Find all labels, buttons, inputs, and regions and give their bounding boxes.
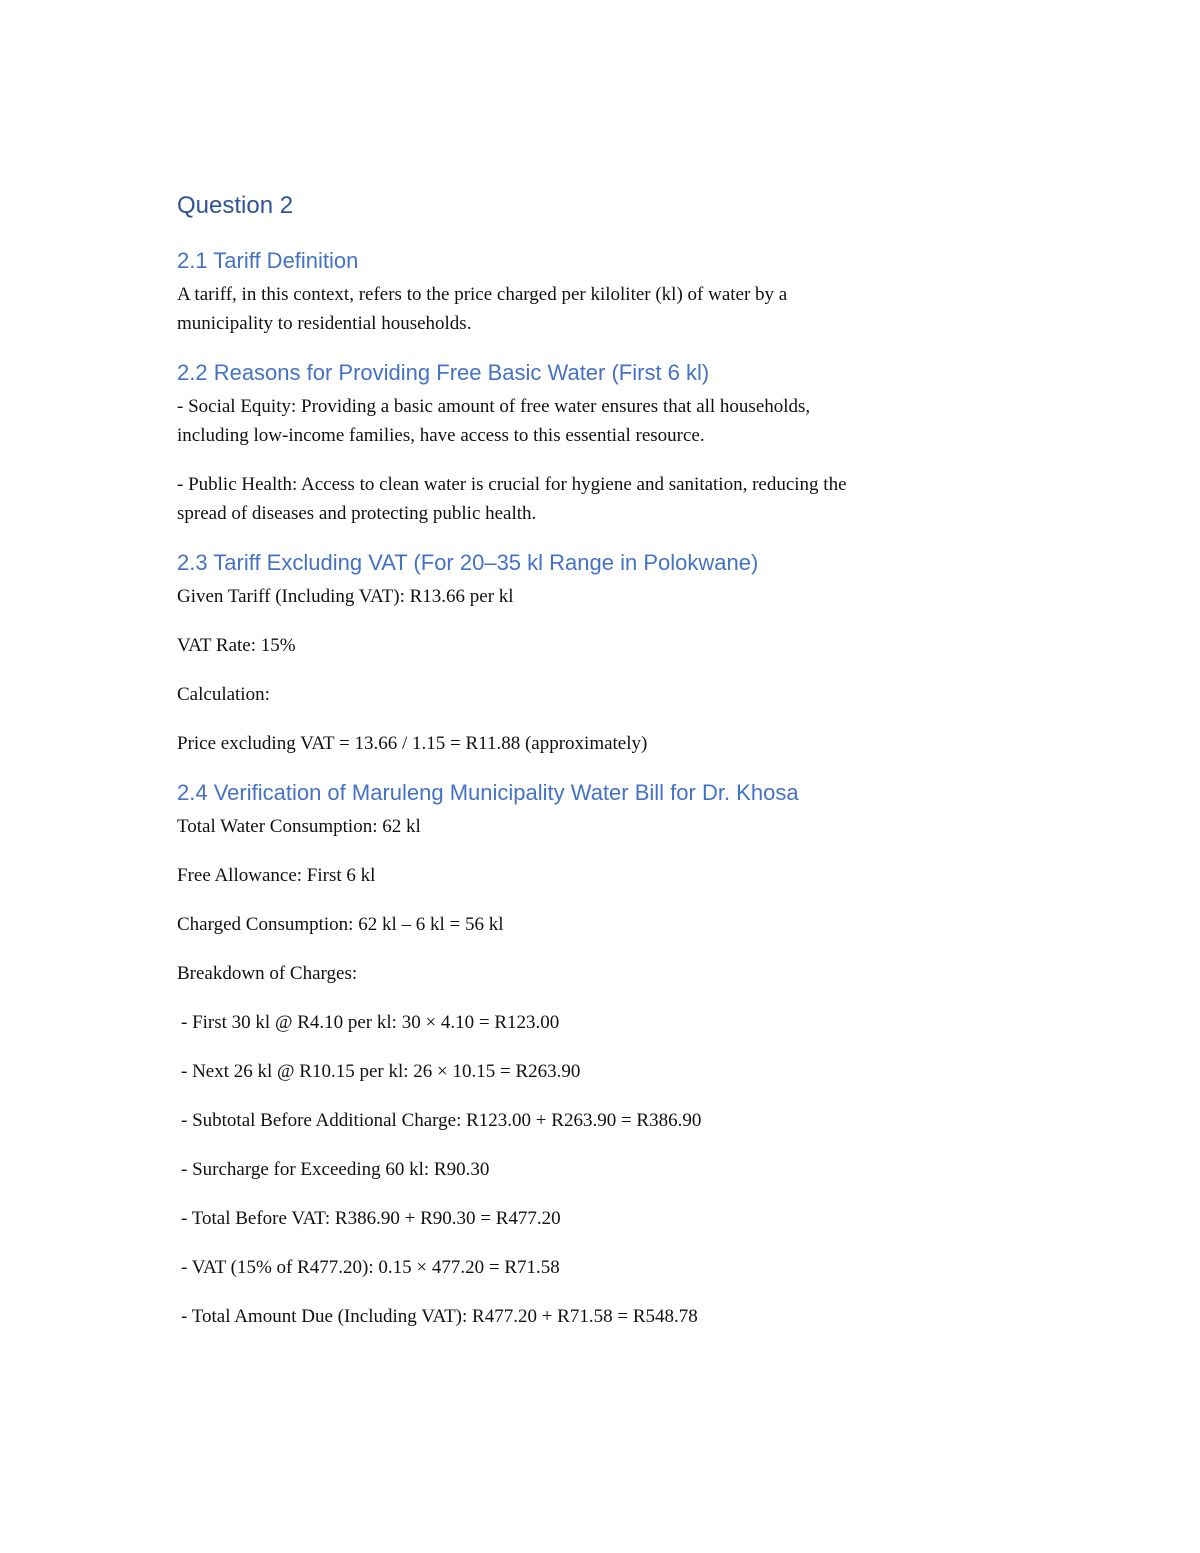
section-heading: 2.4 Verification of Maruleng Municipality Water Bill for Dr. Khosa <box>177 780 799 805</box>
calculation-label: Calculation: <box>177 684 270 705</box>
charged-consumption: Charged Consumption: 62 kl – 6 kl = 56 kl <box>177 914 504 935</box>
vat-rate: VAT Rate: 15% <box>177 635 296 656</box>
section-2-2 <box>177 358 1017 528</box>
paragraph-line: spread of diseases and protecting public health. <box>177 503 537 524</box>
breakdown-label: Breakdown of Charges: <box>177 963 358 984</box>
paragraph-line: including low-income families, have access to this essential resource. <box>177 425 705 446</box>
document-body <box>177 190 1017 1351</box>
given-tariff: Given Tariff (Including VAT): R13.66 per kl <box>177 586 514 607</box>
breakdown-item: - VAT (15% of R477.20): 0.15 × 477.20 = R71.58 <box>181 1257 560 1278</box>
section-2-4 <box>177 778 1017 1331</box>
paragraph-line: - Public Health: Access to clean water is crucial for hygiene and sanitation, reducing the <box>177 474 847 495</box>
question-title: Question 2 <box>177 192 294 219</box>
breakdown-item: - Total Before VAT: R386.90 + R90.30 = R477.20 <box>181 1208 561 1229</box>
paragraph-line: municipality to residential households. <box>177 313 472 334</box>
section-2-1 <box>177 246 1017 338</box>
paragraph-line: - Social Equity: Providing a basic amount of free water ensures that all households, <box>177 396 811 417</box>
total-consumption: Total Water Consumption: 62 kl <box>177 816 421 837</box>
free-allowance: Free Allowance: First 6 kl <box>177 865 376 886</box>
section-2-3 <box>177 548 1017 758</box>
paragraph-line: A tariff, in this context, refers to the price charged per kiloliter (kl) of water by a <box>177 284 788 305</box>
calculation-result: Price excluding VAT = 13.66 / 1.15 = R11.88 (approximately) <box>177 733 648 754</box>
breakdown-item: - Surcharge for Exceeding 60 kl: R90.30 <box>181 1159 490 1180</box>
breakdown-item: - Next 26 kl @ R10.15 per kl: 26 × 10.15 = R263.90 <box>181 1061 581 1082</box>
section-heading: 2.1 Tariff Definition <box>177 248 359 273</box>
breakdown-item: - Total Amount Due (Including VAT): R477.20 + R71.58 = R548.78 <box>181 1306 698 1327</box>
breakdown-item: - Subtotal Before Additional Charge: R123.00 + R263.90 = R386.90 <box>181 1110 702 1131</box>
breakdown-item: - First 30 kl @ R4.10 per kl: 30 × 4.10 = R123.00 <box>181 1012 560 1033</box>
section-heading: 2.3 Tariff Excluding VAT (For 20–35 kl Range in Polokwane) <box>177 550 759 575</box>
public-health-paragraph <box>177 470 1017 528</box>
section-heading: 2.2 Reasons for Providing Free Basic Water (First 6 kl) <box>177 360 710 385</box>
social-equity-paragraph <box>177 392 1017 450</box>
